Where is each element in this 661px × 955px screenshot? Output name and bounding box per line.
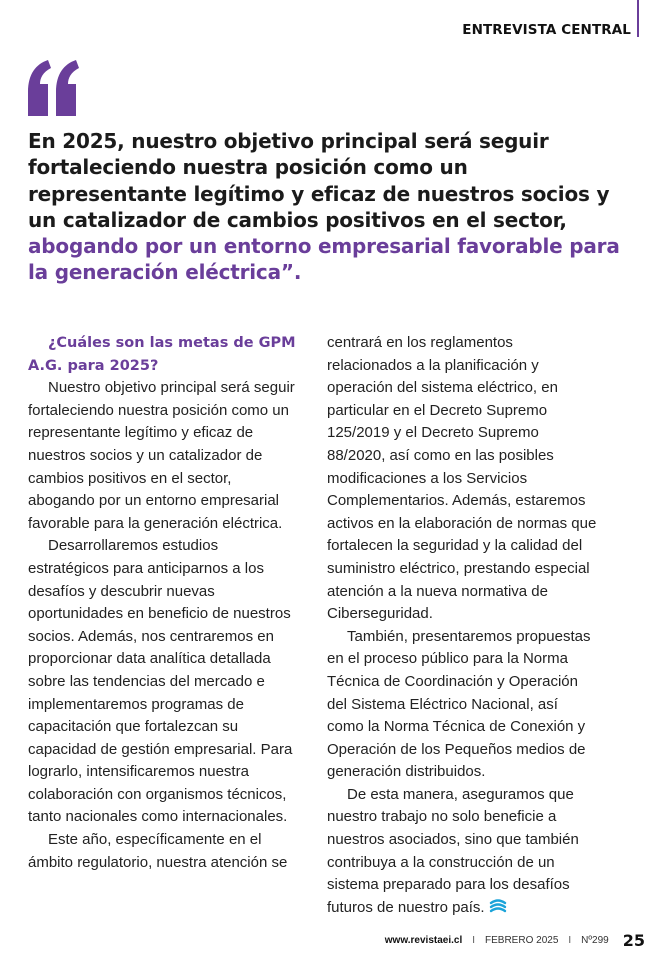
- article-column-right: [327, 332, 597, 919]
- answer-paragraph: Este año, específicamente en el ámbito regulatorio, nuestra atención se: [28, 831, 288, 871]
- interview-question: [28, 332, 298, 377]
- answer-paragraph: centrará en los reglamentos relacionados a la planificación y operación del sistema eléctrico, en particular en el Decreto Supremo 125/2019 y el Decreto Supremo 88/2020, así como en las posibles modificaciones a los Servicios Complementarios. Además, estaremos activos en la elaboración de normas que fortalecen la seguridad y la calidad del suministro eléctrico, prestando especial atención a la nueva normativa de Ciberseguridad.: [327, 334, 597, 623]
- article-column-left: [28, 332, 298, 874]
- revista-ei-logo-icon: [489, 899, 507, 913]
- section-label: ENTREVISTA CENTRAL: [462, 22, 631, 38]
- footer-separator: I: [568, 934, 572, 946]
- footer-issue-date: FEBRERO 2025: [485, 934, 559, 946]
- page-footer: [385, 930, 645, 950]
- page-number: 25: [622, 930, 645, 950]
- answer-paragraph-text: De esta manera, aseguramos que nuestro trabajo no solo beneficie a nuestros asociados, sino que también contribuya a la construcción de un sistema preparado para los desafíos futuros de nuestro país.: [327, 785, 579, 916]
- pull-quote-closing: ”.: [280, 260, 302, 285]
- answer-paragraph: Nuestro objetivo principal será seguir fortaleciendo nuestra posición como un representante legítimo y eficaz de nuestros socios y un catalizador de cambios positivos en el sector, abogando por un entorno empresarial favorable para la generación eléctrica.: [28, 379, 295, 532]
- quote-open-icon: [24, 54, 84, 124]
- pull-quote: [28, 128, 628, 286]
- answer-paragraph: Desarrollaremos estudios estratégicos para anticiparnos a los desafíos y descubrir nuevas oportunidades en beneficio de nuestros socios. Además, nos centraremos en proporcionar data analítica detallada sobre las tendencias del mercado e implementaremos programas de capacitación que fortalezcan su capacidad de gestión empresarial. Para lograrlo, intensificaremos nuestra colaboración con organismos técnicos, tanto nacionales como internacionales.: [28, 537, 293, 826]
- answer-paragraph-final: [327, 784, 597, 920]
- pull-quote-accent: abogando por un entorno empresarial favorable para la generación eléctrica: [28, 234, 620, 285]
- pull-quote-main: En 2025, nuestro objetivo principal será seguir fortaleciendo nuestra posición como un representante legítimo y eficaz de nuestros socios y un catalizador de cambios positivos en el sector,: [28, 129, 610, 232]
- footer-issue-number: Nº299: [581, 934, 609, 946]
- question-line-2: A.G. para 2025?: [28, 357, 159, 374]
- question-line-1: ¿Cuáles son las metas de GPM: [48, 335, 296, 351]
- footer-separator: I: [472, 934, 476, 946]
- footer-site: www.revistaei.cl: [384, 934, 463, 946]
- section-divider: [637, 0, 639, 37]
- answer-paragraph: También, presentaremos propuestas en el proceso público para la Norma Técnica de Coordinación y Operación del Sistema Eléctrico Nacional, así como la Norma Técnica de Conexión y Operación de los Pequeños medios de generación distribuidos.: [327, 627, 591, 781]
